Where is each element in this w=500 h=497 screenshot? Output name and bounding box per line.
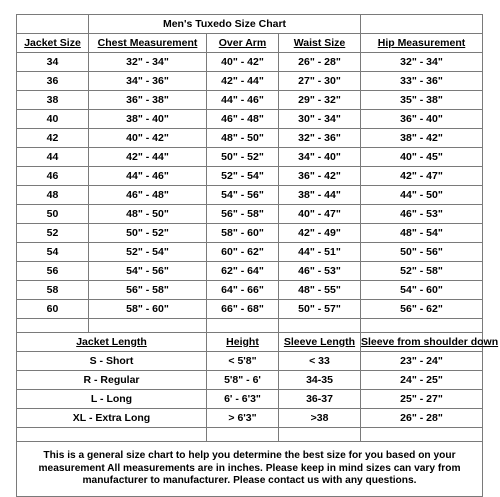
- cell-waist: 40" - 47": [279, 205, 361, 224]
- cell-chest: 38" - 40": [89, 110, 207, 129]
- cell-chest: 36" - 38": [89, 91, 207, 110]
- cell-waist: 48" - 55": [279, 281, 361, 300]
- size-row: [17, 129, 483, 148]
- cell-waist: 27" - 30": [279, 72, 361, 91]
- length-row: [17, 352, 483, 371]
- cell-hip: 35" - 38": [361, 91, 483, 110]
- cell-jacket-size: 50: [17, 205, 89, 224]
- cell-over-arm: 60" - 62": [207, 243, 279, 262]
- cell-jacket-size: 56: [17, 262, 89, 281]
- cell-height: 6' - 6'3": [207, 390, 279, 409]
- cell-sleeve-shoulder: 24" - 25": [361, 371, 483, 390]
- blank-cell: [89, 319, 207, 333]
- cell-chest: 52" - 54": [89, 243, 207, 262]
- blank-cell: [279, 428, 361, 442]
- cell-waist: 44" - 51": [279, 243, 361, 262]
- cell-sleeve-shoulder: 26" - 28": [361, 409, 483, 428]
- header-jacket-size: Jacket Size: [17, 34, 89, 53]
- cell-sleeve-length: 34-35: [279, 371, 361, 390]
- cell-sleeve-length: < 33: [279, 352, 361, 371]
- size-chart-table: [16, 14, 499, 497]
- cell-jacket-length: S - Short: [17, 352, 207, 371]
- blank-cell: [279, 319, 361, 333]
- cell-chest: 54" - 56": [89, 262, 207, 281]
- cell-height: 5'8" - 6': [207, 371, 279, 390]
- cell-over-arm: 64" - 66": [207, 281, 279, 300]
- blank-cell: [17, 319, 89, 333]
- header-hip: Hip Measurement: [361, 34, 483, 53]
- cell-hip: 40" - 45": [361, 148, 483, 167]
- size-row: [17, 205, 483, 224]
- header-sleeve-length: Sleeve Length: [279, 333, 361, 352]
- cell-height: > 6'3": [207, 409, 279, 428]
- cell-over-arm: 62" - 64": [207, 262, 279, 281]
- cell-sleeve-length: 36-37: [279, 390, 361, 409]
- size-chart-title: Men's Tuxedo Size Chart: [89, 15, 361, 34]
- cell-waist: 42" - 49": [279, 224, 361, 243]
- blank-cell: [361, 319, 483, 333]
- cell-waist: 36" - 42": [279, 167, 361, 186]
- cell-hip: 33" - 36": [361, 72, 483, 91]
- blank-cell: [361, 428, 483, 442]
- cell-chest: 32" - 34": [89, 53, 207, 72]
- header-sleeve-shoulder: Sleeve from shoulder down: [361, 333, 483, 352]
- cell-over-arm: 66" - 68": [207, 300, 279, 319]
- size-row: [17, 281, 483, 300]
- size-row: [17, 224, 483, 243]
- size-row: [17, 167, 483, 186]
- cell-sleeve-length: >38: [279, 409, 361, 428]
- cell-jacket-size: 38: [17, 91, 89, 110]
- cell-over-arm: 58" - 60": [207, 224, 279, 243]
- cell-jacket-size: 46: [17, 167, 89, 186]
- cell-hip: 54" - 60": [361, 281, 483, 300]
- cell-hip: 38" - 42": [361, 129, 483, 148]
- header-height: Height: [207, 333, 279, 352]
- cell-hip: 44" - 50": [361, 186, 483, 205]
- size-row: [17, 186, 483, 205]
- cell-over-arm: 56" - 58": [207, 205, 279, 224]
- cell-hip: 32" - 34": [361, 53, 483, 72]
- cell-sleeve-shoulder: 25" - 27": [361, 390, 483, 409]
- cell-over-arm: 54" - 56": [207, 186, 279, 205]
- cell-chest: 40" - 42": [89, 129, 207, 148]
- size-row: [17, 72, 483, 91]
- cell-over-arm: 52" - 54": [207, 167, 279, 186]
- cell-chest: 46" - 48": [89, 186, 207, 205]
- cell-waist: 29" - 32": [279, 91, 361, 110]
- size-row: [17, 91, 483, 110]
- cell-jacket-size: 44: [17, 148, 89, 167]
- cell-waist: 26" - 28": [279, 53, 361, 72]
- size-chart-note: This is a general size chart to help you determine the best size for you based on your measurement All measurements are in inches. Please keep in mind sizes can vary from manufacturer to manufacturer. Please contact us with any questions.: [17, 442, 483, 497]
- cell-jacket-size: 52: [17, 224, 89, 243]
- cell-sleeve-shoulder: 23" - 24": [361, 352, 483, 371]
- cell-jacket-length: XL - Extra Long: [17, 409, 207, 428]
- cell-jacket-size: 54: [17, 243, 89, 262]
- header-chest: Chest Measurement: [89, 34, 207, 53]
- cell-chest: 44" - 46": [89, 167, 207, 186]
- size-row: [17, 300, 483, 319]
- cell-chest: 48" - 50": [89, 205, 207, 224]
- cell-jacket-size: 36: [17, 72, 89, 91]
- cell-waist: 50" - 57": [279, 300, 361, 319]
- cell-jacket-size: 34: [17, 53, 89, 72]
- cell-waist: 46" - 53": [279, 262, 361, 281]
- cell-chest: 56" - 58": [89, 281, 207, 300]
- cell-jacket-length: L - Long: [17, 390, 207, 409]
- cell-over-arm: 48" - 50": [207, 129, 279, 148]
- size-row: [17, 243, 483, 262]
- cell-over-arm: 44" - 46": [207, 91, 279, 110]
- cell-jacket-size: 48: [17, 186, 89, 205]
- size-row: [17, 262, 483, 281]
- cell-over-arm: 50" - 52": [207, 148, 279, 167]
- blank-cell: [17, 428, 207, 442]
- blank-cell: [207, 428, 279, 442]
- cell-over-arm: 42" - 44": [207, 72, 279, 91]
- size-chart-title-right-blank: [361, 15, 483, 34]
- cell-hip: 50" - 56": [361, 243, 483, 262]
- cell-waist: 32" - 36": [279, 129, 361, 148]
- cell-jacket-size: 58: [17, 281, 89, 300]
- header-jacket-length: Jacket Length: [17, 333, 207, 352]
- cell-chest: 42" - 44": [89, 148, 207, 167]
- cell-waist: 34" - 40": [279, 148, 361, 167]
- cell-waist: 30" - 34": [279, 110, 361, 129]
- cell-hip: 56" - 62": [361, 300, 483, 319]
- cell-jacket-length: R - Regular: [17, 371, 207, 390]
- cell-hip: 52" - 58": [361, 262, 483, 281]
- cell-over-arm: 46" - 48": [207, 110, 279, 129]
- cell-jacket-size: 42: [17, 129, 89, 148]
- size-chart-sheet: [16, 14, 499, 497]
- cell-waist: 38" - 44": [279, 186, 361, 205]
- size-row: [17, 148, 483, 167]
- size-row: [17, 110, 483, 129]
- blank-cell: [207, 319, 279, 333]
- cell-chest: 34" - 36": [89, 72, 207, 91]
- cell-hip: 48" - 54": [361, 224, 483, 243]
- cell-over-arm: 40" - 42": [207, 53, 279, 72]
- cell-jacket-size: 40: [17, 110, 89, 129]
- header-over-arm: Over Arm: [207, 34, 279, 53]
- cell-chest: 58" - 60": [89, 300, 207, 319]
- cell-jacket-size: 60: [17, 300, 89, 319]
- cell-hip: 46" - 53": [361, 205, 483, 224]
- header-waist: Waist Size: [279, 34, 361, 53]
- cell-chest: 50" - 52": [89, 224, 207, 243]
- cell-hip: 42" - 47": [361, 167, 483, 186]
- length-row: [17, 390, 483, 409]
- length-row: [17, 371, 483, 390]
- size-chart-title-left-blank: [17, 15, 89, 34]
- cell-height: < 5'8": [207, 352, 279, 371]
- length-row: [17, 409, 483, 428]
- size-row: [17, 53, 483, 72]
- cell-hip: 36" - 40": [361, 110, 483, 129]
